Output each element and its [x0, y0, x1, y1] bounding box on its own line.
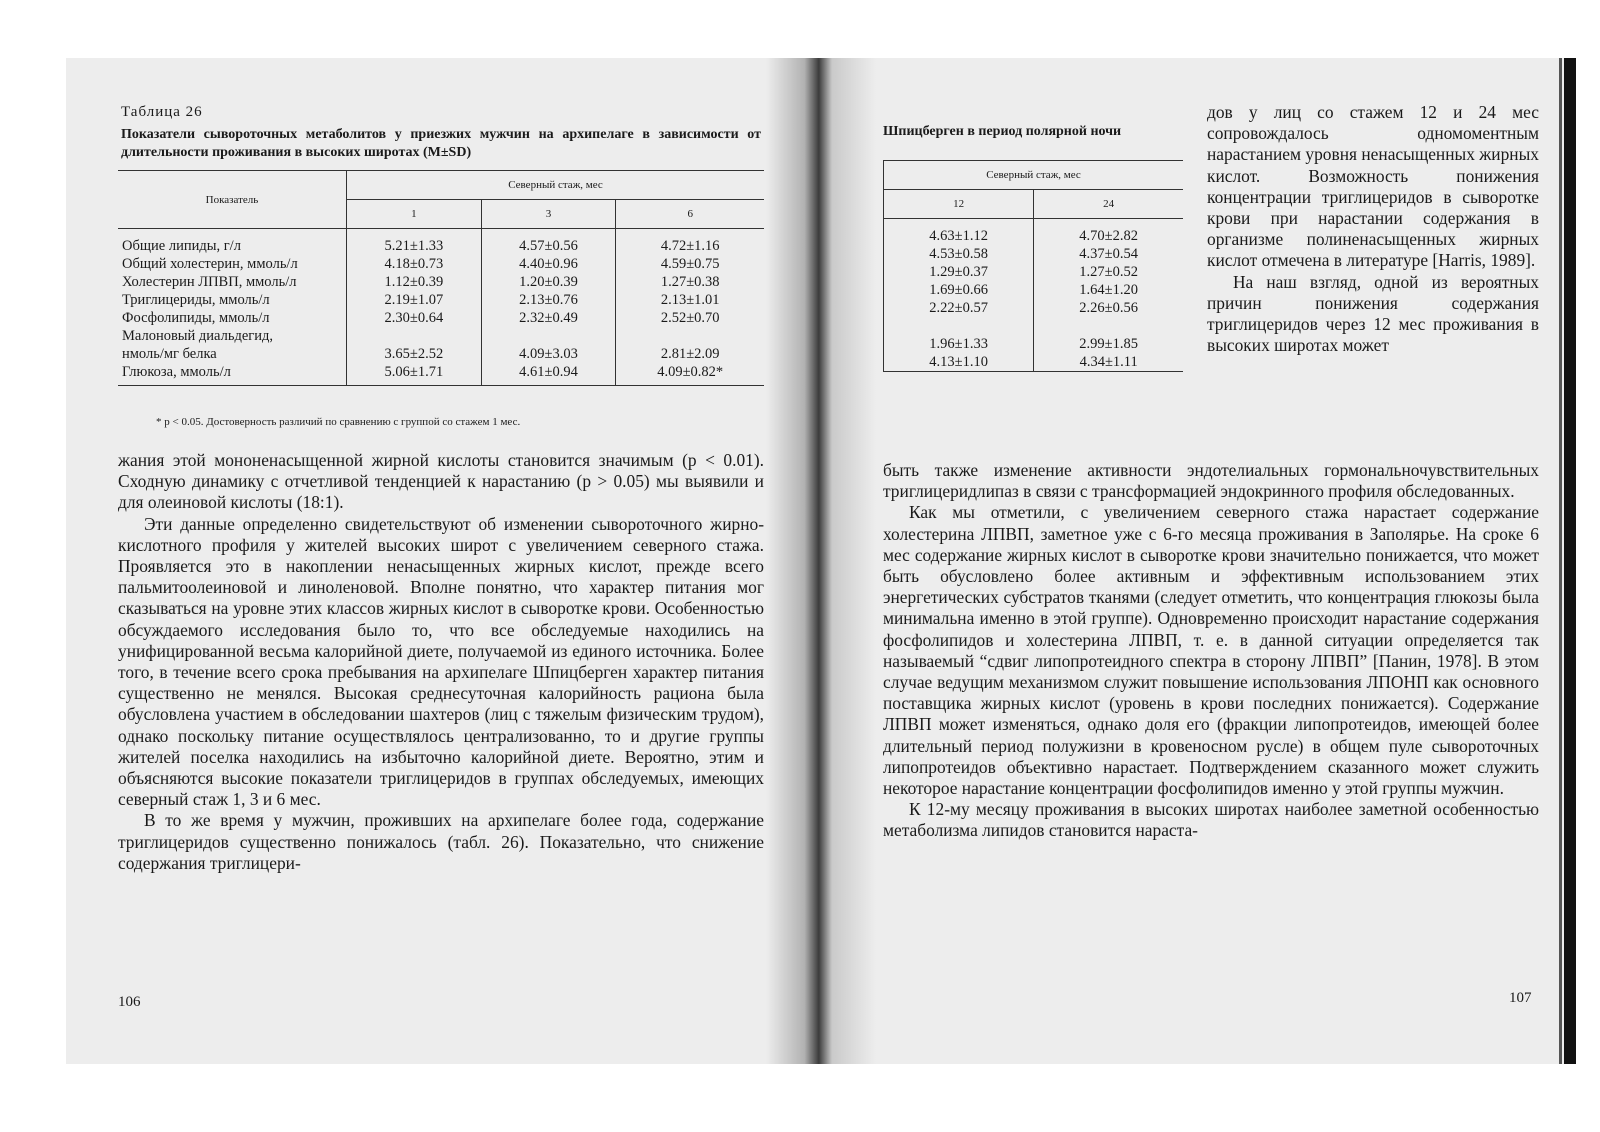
- left-body-text: [118, 450, 764, 874]
- table-cell: 1.27±0.52: [1079, 264, 1138, 280]
- table-cell: 1.20±0.39: [481, 273, 616, 291]
- table-cell: [1034, 317, 1183, 335]
- page-edge: [1564, 58, 1576, 1064]
- table-cell: 4.13±1.10: [884, 353, 1034, 372]
- table-row: [884, 245, 1184, 263]
- table-cell: 4.57±0.56: [481, 229, 616, 256]
- table-cell: [481, 327, 616, 345]
- table-cell: [347, 327, 482, 345]
- table-cell: 2.26±0.56: [1079, 300, 1138, 316]
- right-body-text: [883, 460, 1539, 842]
- table-cell: 1.12±0.39: [347, 273, 482, 291]
- table-cell: 1.27±0.38: [660, 274, 720, 290]
- column-header: 6: [616, 200, 764, 229]
- table-cell: 2.99±1.85: [1079, 336, 1138, 352]
- column-header: 1: [347, 200, 482, 229]
- table-cell: 1.69±0.66: [884, 281, 1034, 299]
- paragraph: К 12-му месяцу проживания в высоких широтах наиболее заметной особенностью метаболизма липидов становится нараста-: [883, 799, 1539, 841]
- table-cell: 1.29±0.37: [884, 263, 1034, 281]
- table-cell: 4.40±0.96: [481, 255, 616, 273]
- table-cell: 2.13±0.76: [481, 291, 616, 309]
- table-cell: 5.21±1.33: [347, 229, 482, 256]
- table-row: [118, 345, 764, 363]
- table-row: [118, 273, 764, 291]
- table-row: [884, 263, 1184, 281]
- column-header: 3: [481, 200, 616, 229]
- table-row: [118, 327, 764, 345]
- table-row: [118, 255, 764, 273]
- paragraph: В то же время у мужчин, проживших на архипелаге более года, содержание триглицеридов существенно понижалось (табл. 26). Показательно, что снижение содержания триглицери-: [118, 810, 764, 873]
- column-header: 24: [1034, 190, 1183, 219]
- left-page: [66, 58, 803, 1064]
- table-cell: 2.81±2.09: [660, 346, 720, 362]
- table-cell: 4.34±1.11: [1079, 354, 1138, 370]
- table-cell: 2.22±0.57: [884, 299, 1034, 317]
- table-row: [884, 299, 1184, 317]
- paragraph: Как мы отметили, с увеличением северного стажа нарастает содержание холестерина ЛПВП, заметное уже с 6-го месяца проживания в Заполярье. На сроке 6 мес содержание жирных кислот в сыворотке крови значительно понижается, что может быть обусловлено более активным и эффективным использованием этих энергетических субстратов тканями (следует отметить, что концентрация глюкозы была минимальна именно в этой группе). Одновременно происходит нарастание содержания фосфолипидов и холестерина ЛПВП, т. е. в данной ситуации определяется так называемый “сдвиг липопротеидного спектра в сторону ЛПВП” [Панин, 1978]. В этом случае ведущим механизмом служит повышение использования ЛПОНП как основного поставщика жирных кислот (уровень в крови последних понижается). Содержание ЛПВП может изменяться, однако доля его (фракции липопротеидов, имеющей более длительный период полужизни в кровеносном русле) в общем пуле сывороточных липопротеидов объективно нарастает. Подтверждением сказанного может служить некоторое нарастание концентрации фосфолипидов именно у этой группы мужчин.: [883, 502, 1539, 799]
- table-cell: 5.06±1.71: [347, 363, 482, 386]
- table-cell: 4.70±2.82: [1079, 228, 1138, 244]
- table-cell: [616, 327, 764, 345]
- table-row: [884, 317, 1184, 335]
- label-column-header: Показатель: [118, 171, 347, 229]
- row-label: нмоль/мг белка: [118, 345, 347, 363]
- metabolites-table-continued: [883, 160, 1183, 372]
- page-edge: [1559, 58, 1562, 1064]
- table-caption: Таблица 26: [121, 104, 203, 120]
- table-cell: [884, 317, 1034, 335]
- table-cell: 2.30±0.64: [347, 309, 482, 327]
- table-cell: 3.65±2.52: [347, 345, 482, 363]
- book-spread: [66, 58, 1576, 1064]
- table-title: Показатели сывороточных метаболитов у приезжих мужчин на архипелаге в зависимости от длительности проживания в высоких широтах (M±SD): [121, 127, 761, 160]
- paragraph: жания этой мононенасыщенной жирной кислоты становится значимым (p < 0.01). Сходную динамику с отчетливой тенденцией к нарастанию (p > 0.05) мы выявили и для олеиновой кислоты (18:1).: [118, 450, 764, 513]
- group-column-header: Северный стаж, мес: [884, 161, 1184, 190]
- table-row: [118, 363, 764, 386]
- row-label: Триглицериды, ммоль/л: [118, 291, 347, 309]
- table-cell: 2.32±0.49: [481, 309, 616, 327]
- table-cell: 4.61±0.94: [481, 363, 616, 386]
- metabolites-table: [118, 170, 764, 386]
- paragraph: Эти данные определенно свидетельствуют об изменении сывороточного жирно-кислотного профиля у жителей высоких широт с увеличением северного стажа. Проявляется это в накоплении ненасыщенных жирных кислот, прежде всего пальмитоолеиновой и линоленовой. Вполне понятно, что характер питания мог сказываться на уровне этих классов жирных кислот в сыворотке крови. Особенностью обсуждаемого исследования было то, что все обследуемые находились на унифицированной весьма калорийной диете, получаемой из единого источника. Более того, в течение всего срока пребывания на архипелаге Шпицберген характер питания существенно не менялся. Высокая среднесуточная калорийность рациона была обусловлена участием в обследовании шахтеров (лиц с тяжелым физическим трудом), однако поскольку питание осуществлялось централизованно, то и другие группы жителей поселка находились на избыточно калорийной диете. Вероятно, этим и объясняются высокие показатели триглицеридов в группах обследуемых, имеющих северный стаж 1, 3 и 6 мес.: [118, 513, 764, 810]
- row-label: Общий холестерин, ммоль/л: [118, 255, 347, 273]
- group-column-header: Северный стаж, мес: [347, 171, 765, 200]
- table-cell: 1.96±1.33: [884, 335, 1034, 353]
- table-cell: 4.37±0.54: [1079, 246, 1138, 262]
- table-cell: 4.53±0.58: [884, 245, 1034, 263]
- paragraph: дов у лиц со стажем 12 и 24 мес сопровождалось одномоментным нарастанием уровня ненасыщенных жирных кислот. Возможность понижения концентрации триглицеридов в сыворотке крови при нарастании содержания в организме полиненасыщенных жирных кислот отмечена в литературе [Harris, 1989].: [1207, 102, 1539, 271]
- table-row: [884, 281, 1184, 299]
- table-title-continued: Шпицберген в период полярной ночи: [883, 124, 1122, 139]
- row-label: Холестерин ЛПВП, ммоль/л: [118, 273, 347, 291]
- row-label: Фосфолипиды, ммоль/л: [118, 309, 347, 327]
- row-label: Малоновый диальдегид,: [118, 327, 347, 345]
- right-side-text: [1207, 102, 1539, 356]
- row-label: Общие липиды, г/л: [118, 229, 347, 256]
- book-gutter-shadow: [766, 58, 876, 1064]
- table-note: * p < 0.05. Достоверность различий по сравнению с группой со стажем 1 мес.: [156, 416, 521, 428]
- row-label: Глюкоза, ммоль/л: [118, 363, 347, 386]
- table-cell: 2.19±1.07: [347, 291, 482, 309]
- table-cell: 2.52±0.70: [660, 310, 720, 326]
- table-row: [884, 353, 1184, 372]
- table-cell: 1.64±1.20: [1079, 282, 1138, 298]
- table-cell: 4.72±1.16: [660, 238, 720, 254]
- right-page: [803, 58, 1576, 1064]
- page-number: 106: [118, 994, 141, 1010]
- table-row: [884, 219, 1184, 246]
- paragraph: быть также изменение активности эндотелиальных гормональночувствительных триглицеридлипаз в связи с трансформацией эндокринного профиля обследованных.: [883, 460, 1539, 502]
- table-cell: 4.09±3.03: [481, 345, 616, 363]
- table-row: [118, 229, 764, 256]
- table-cell: 4.63±1.12: [884, 219, 1034, 246]
- table-row: [118, 291, 764, 309]
- table-row: [118, 309, 764, 327]
- page-number: 107: [1509, 990, 1532, 1006]
- table-cell: 4.09±0.82*: [657, 364, 724, 380]
- column-header: 12: [884, 190, 1034, 219]
- table-cell: 4.59±0.75: [660, 256, 720, 272]
- paragraph: На наш взгляд, одной из вероятных причин понижения содержания триглицеридов через 12 мес проживания в высоких широтах может: [1207, 271, 1539, 356]
- table-row: [884, 335, 1184, 353]
- table-cell: 2.13±1.01: [660, 292, 720, 308]
- table-cell: 4.18±0.73: [347, 255, 482, 273]
